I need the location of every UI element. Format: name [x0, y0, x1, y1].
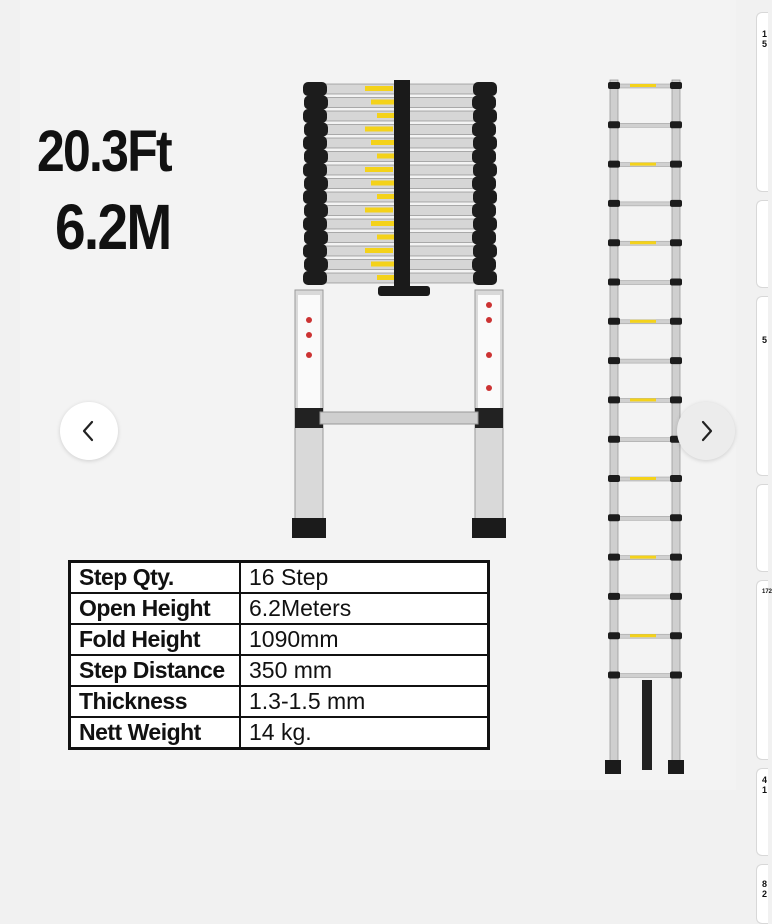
- table-row: [70, 562, 489, 594]
- rung-sticker: [630, 634, 656, 637]
- extended-ladder: [605, 80, 684, 774]
- table-row: [70, 624, 489, 655]
- ladder-handle: [378, 286, 430, 296]
- extended-rung: [616, 281, 674, 285]
- rung-cap: [304, 258, 328, 272]
- rung-cap: [304, 204, 328, 218]
- rung-cap: [303, 163, 327, 177]
- spec-label: Open Height: [70, 593, 241, 624]
- rung-cap: [608, 279, 620, 286]
- thumbnail-text: 1 5: [762, 29, 768, 49]
- rung-cap: [608, 396, 620, 403]
- rung-cap: [608, 82, 620, 89]
- rung-cap: [304, 123, 328, 137]
- spec-value: 350 mm: [240, 655, 489, 686]
- thumbnail-text: 8 2: [762, 879, 768, 899]
- image-gallery: [20, 0, 736, 916]
- rung-sticker: [630, 398, 656, 401]
- rung-cap: [670, 161, 682, 168]
- rung-cap: [608, 436, 620, 443]
- rung-sticker: [630, 84, 656, 87]
- extended-rung: [616, 438, 674, 442]
- rung-cap: [608, 200, 620, 207]
- rung-cap: [473, 271, 497, 285]
- thumbnail-2[interactable]: [756, 200, 768, 288]
- rung-cap: [303, 271, 327, 285]
- rung-cap: [608, 161, 620, 168]
- thumbnail-text: 172: [762, 589, 772, 595]
- folded-ladder: [292, 80, 506, 538]
- thumbnail-6[interactable]: [756, 768, 768, 856]
- rung-cap: [472, 150, 496, 164]
- rung-cap: [670, 514, 682, 521]
- thumbnail-3[interactable]: [756, 296, 768, 476]
- rung-cap: [670, 82, 682, 89]
- rung-cap: [473, 109, 497, 123]
- rung-cap: [303, 136, 327, 150]
- rung-sticker: [365, 127, 393, 132]
- rung-cap: [473, 217, 497, 231]
- thumbnail-4[interactable]: [756, 484, 768, 572]
- spec-value: 16 Step: [240, 562, 489, 594]
- spec-label: Step Distance: [70, 655, 241, 686]
- rung-cap: [670, 121, 682, 128]
- extended-rung: [616, 595, 674, 599]
- rung-cap: [304, 96, 328, 110]
- rung-sticker: [630, 163, 656, 166]
- rung-cap: [472, 177, 496, 191]
- rung-cap: [670, 672, 682, 679]
- rung-cap: [472, 204, 496, 218]
- rung-cap: [473, 244, 497, 258]
- rung-cap: [670, 239, 682, 246]
- rung-cap: [472, 231, 496, 245]
- rung-sticker: [365, 167, 393, 172]
- rung-cap: [303, 82, 327, 96]
- rung-sticker: [630, 241, 656, 244]
- rung-cap: [670, 632, 682, 639]
- rung-cap: [608, 475, 620, 482]
- rung-cap: [670, 357, 682, 364]
- rung-cap: [608, 121, 620, 128]
- rung-cap: [608, 632, 620, 639]
- spec-value: 1.3-1.5 mm: [240, 686, 489, 717]
- rung-cap: [472, 96, 496, 110]
- spec-value: 6.2Meters: [240, 593, 489, 624]
- table-row: [70, 686, 489, 717]
- next-image-button[interactable]: [677, 402, 735, 460]
- rung-cap: [670, 554, 682, 561]
- height-meters-label: 6.2M: [55, 191, 171, 263]
- previous-image-button[interactable]: [60, 402, 118, 460]
- rung-cap: [472, 123, 496, 137]
- rung-cap: [608, 593, 620, 600]
- rung-cap: [304, 150, 328, 164]
- rung-sticker: [365, 208, 393, 213]
- rung-cap: [670, 200, 682, 207]
- table-row: [70, 717, 489, 749]
- table-row: [70, 655, 489, 686]
- extended-rung: [616, 202, 674, 206]
- thumbnail-7[interactable]: [756, 864, 768, 924]
- rung-cap: [670, 396, 682, 403]
- thumbnail-1[interactable]: [756, 12, 768, 192]
- spec-value: 14 kg.: [240, 717, 489, 749]
- rung-cap: [304, 231, 328, 245]
- extended-rung: [616, 674, 674, 678]
- rung-cap: [670, 318, 682, 325]
- rung-cap: [608, 672, 620, 679]
- spec-label: Step Qty.: [70, 562, 241, 594]
- rung-cap: [473, 163, 497, 177]
- rung-cap: [670, 475, 682, 482]
- product-image: [20, 0, 736, 790]
- spec-value: 1090mm: [240, 624, 489, 655]
- chevron-right-icon: [696, 419, 716, 443]
- extended-rung: [616, 123, 674, 127]
- ladder-strap: [394, 80, 410, 295]
- rung-sticker: [630, 556, 656, 559]
- rung-sticker: [365, 86, 393, 91]
- rung-cap: [473, 82, 497, 96]
- rung-cap: [303, 109, 327, 123]
- extended-rung: [616, 516, 674, 520]
- thumbnail-text: 5: [762, 335, 768, 345]
- rung-cap: [304, 177, 328, 191]
- extended-rung: [616, 359, 674, 363]
- rung-cap: [303, 190, 327, 204]
- rung-sticker: [630, 477, 656, 480]
- rung-sticker: [365, 248, 393, 253]
- rung-sticker: [630, 320, 656, 323]
- rung-cap: [303, 217, 327, 231]
- spec-label: Thickness: [70, 686, 241, 717]
- spec-table: [68, 560, 490, 750]
- rung-cap: [670, 279, 682, 286]
- thumbnail-text: 4 1: [762, 775, 768, 795]
- rung-cap: [473, 136, 497, 150]
- rung-cap: [608, 514, 620, 521]
- rung-cap: [608, 239, 620, 246]
- chevron-left-icon: [79, 419, 99, 443]
- spec-label: Nett Weight: [70, 717, 241, 749]
- rung-cap: [608, 318, 620, 325]
- table-row: [70, 593, 489, 624]
- rung-cap: [473, 190, 497, 204]
- rung-cap: [608, 357, 620, 364]
- rung-cap: [608, 554, 620, 561]
- height-feet-label: 20.3Ft: [37, 119, 171, 184]
- thumbnail-5[interactable]: [756, 580, 772, 760]
- rung-cap: [303, 244, 327, 258]
- rung-cap: [670, 593, 682, 600]
- thumbnail-strip: [754, 0, 772, 916]
- rung-cap: [472, 258, 496, 272]
- spec-label: Fold Height: [70, 624, 241, 655]
